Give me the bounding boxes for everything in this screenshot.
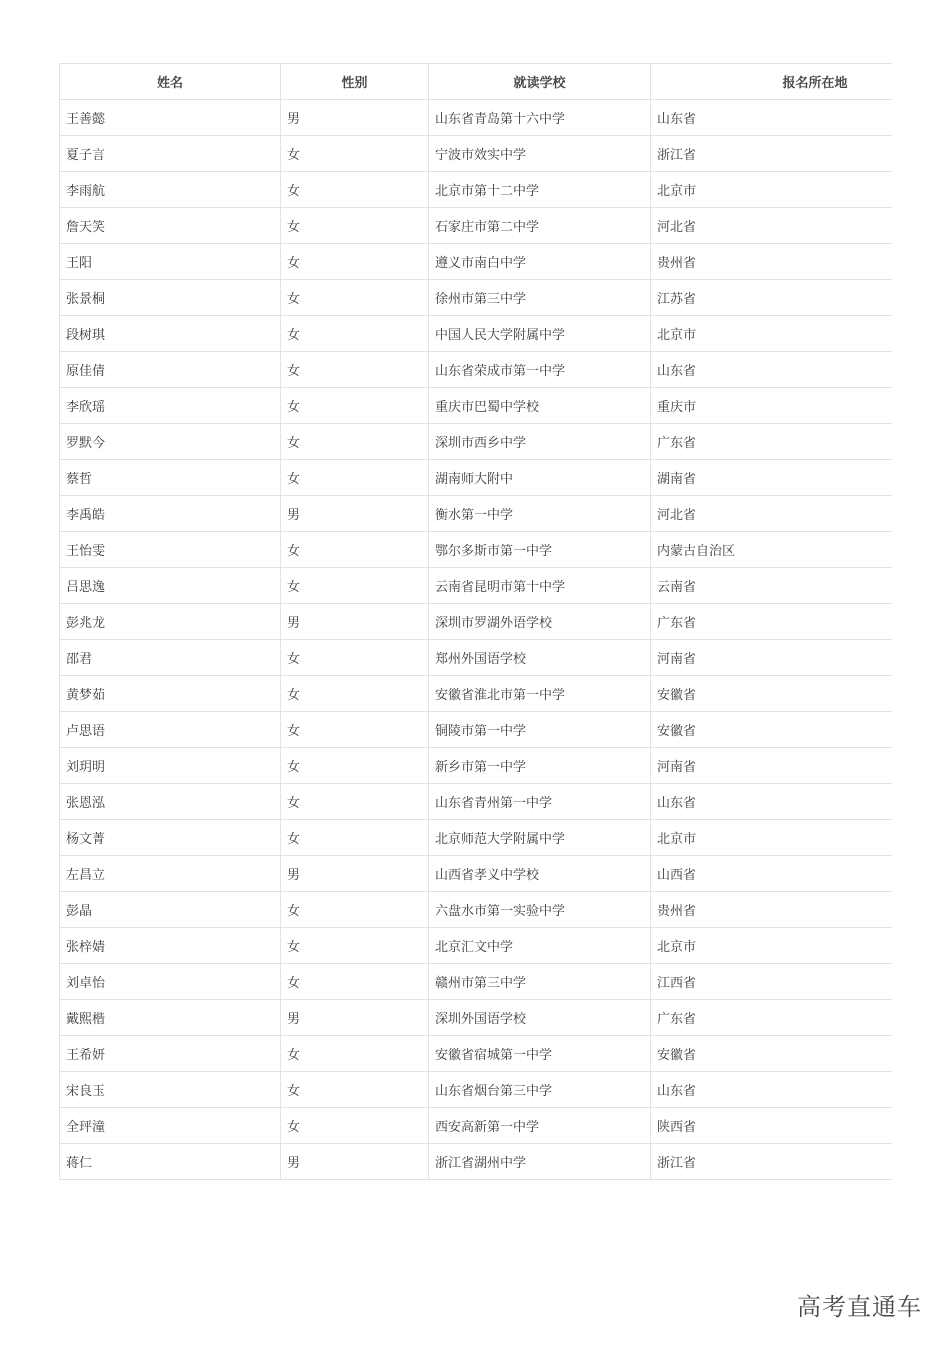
cell-region: 江西省 xyxy=(651,964,893,1000)
cell-name: 吕思逸 xyxy=(60,568,281,604)
cell-region: 贵州省 xyxy=(651,892,893,928)
cell-name: 张恩泓 xyxy=(60,784,281,820)
cell-school: 衡水第一中学 xyxy=(429,496,651,532)
cell-gender: 女 xyxy=(281,208,429,244)
cell-name: 彭兆龙 xyxy=(60,604,281,640)
cell-region: 贵州省 xyxy=(651,244,893,280)
cell-gender: 女 xyxy=(281,928,429,964)
table-row xyxy=(60,352,893,388)
table-row xyxy=(60,1036,893,1072)
table-row xyxy=(60,100,893,136)
cell-region: 内蒙古自治区 xyxy=(651,532,893,568)
table-row xyxy=(60,1000,893,1036)
cell-school: 中国人民大学附属中学 xyxy=(429,316,651,352)
cell-gender: 男 xyxy=(281,100,429,136)
cell-name: 李雨航 xyxy=(60,172,281,208)
cell-gender: 男 xyxy=(281,856,429,892)
cell-school: 深圳市西乡中学 xyxy=(429,424,651,460)
cell-school: 六盘水市第一实验中学 xyxy=(429,892,651,928)
cell-school: 安徽省宿城第一中学 xyxy=(429,1036,651,1072)
cell-gender: 女 xyxy=(281,1072,429,1108)
cell-region: 云南省 xyxy=(651,568,893,604)
cell-region: 广东省 xyxy=(651,424,893,460)
cell-gender: 男 xyxy=(281,1144,429,1180)
cell-region: 陕西省 xyxy=(651,1108,893,1144)
cell-name: 段树琪 xyxy=(60,316,281,352)
cell-gender: 女 xyxy=(281,712,429,748)
cell-gender: 女 xyxy=(281,748,429,784)
cell-school: 山西省孝义中学校 xyxy=(429,856,651,892)
cell-region: 江苏省 xyxy=(651,280,893,316)
student-table-container xyxy=(59,63,892,1180)
header-name: 姓名 xyxy=(60,64,281,100)
cell-gender: 女 xyxy=(281,172,429,208)
cell-region: 河北省 xyxy=(651,496,893,532)
table-row xyxy=(60,604,893,640)
cell-region: 河南省 xyxy=(651,640,893,676)
cell-region: 广东省 xyxy=(651,604,893,640)
cell-school: 郑州外国语学校 xyxy=(429,640,651,676)
cell-name: 张景桐 xyxy=(60,280,281,316)
table-row xyxy=(60,820,893,856)
table-row xyxy=(60,1072,893,1108)
cell-gender: 女 xyxy=(281,388,429,424)
table-row xyxy=(60,748,893,784)
cell-school: 石家庄市第二中学 xyxy=(429,208,651,244)
cell-gender: 男 xyxy=(281,496,429,532)
cell-name: 杨文菁 xyxy=(60,820,281,856)
cell-gender: 女 xyxy=(281,676,429,712)
table-row xyxy=(60,856,893,892)
cell-school: 西安高新第一中学 xyxy=(429,1108,651,1144)
cell-name: 王怡雯 xyxy=(60,532,281,568)
cell-school: 鄂尔多斯市第一中学 xyxy=(429,532,651,568)
cell-school: 宁波市效实中学 xyxy=(429,136,651,172)
table-row xyxy=(60,568,893,604)
cell-school: 徐州市第三中学 xyxy=(429,280,651,316)
cell-region: 山东省 xyxy=(651,352,893,388)
table-body xyxy=(60,100,893,1180)
cell-gender: 女 xyxy=(281,460,429,496)
table-row xyxy=(60,712,893,748)
cell-gender: 女 xyxy=(281,1036,429,1072)
cell-school: 山东省荣成市第一中学 xyxy=(429,352,651,388)
table-row xyxy=(60,892,893,928)
table-row xyxy=(60,172,893,208)
cell-gender: 女 xyxy=(281,640,429,676)
cell-gender: 女 xyxy=(281,820,429,856)
cell-school: 深圳市罗湖外语学校 xyxy=(429,604,651,640)
table-header-row xyxy=(60,64,893,100)
cell-gender: 女 xyxy=(281,424,429,460)
table-row xyxy=(60,460,893,496)
cell-school: 遵义市南白中学 xyxy=(429,244,651,280)
cell-name: 王希妍 xyxy=(60,1036,281,1072)
table-row xyxy=(60,136,893,172)
cell-name: 罗默今 xyxy=(60,424,281,460)
cell-name: 黄梦茹 xyxy=(60,676,281,712)
header-gender: 性别 xyxy=(281,64,429,100)
cell-school: 重庆市巴蜀中学校 xyxy=(429,388,651,424)
table-row xyxy=(60,208,893,244)
cell-region: 重庆市 xyxy=(651,388,893,424)
cell-name: 夏子言 xyxy=(60,136,281,172)
cell-name: 刘玥明 xyxy=(60,748,281,784)
cell-school: 北京师范大学附属中学 xyxy=(429,820,651,856)
cell-name: 彭晶 xyxy=(60,892,281,928)
header-region: 报名所在地 xyxy=(651,64,893,100)
cell-name: 全玶潼 xyxy=(60,1108,281,1144)
cell-region: 山东省 xyxy=(651,100,893,136)
table-row xyxy=(60,1108,893,1144)
cell-region: 广东省 xyxy=(651,1000,893,1036)
cell-gender: 女 xyxy=(281,136,429,172)
table-row xyxy=(60,964,893,1000)
cell-gender: 女 xyxy=(281,892,429,928)
cell-region: 北京市 xyxy=(651,316,893,352)
cell-name: 戴熙楷 xyxy=(60,1000,281,1036)
cell-school: 云南省昆明市第十中学 xyxy=(429,568,651,604)
cell-school: 赣州市第三中学 xyxy=(429,964,651,1000)
cell-region: 山东省 xyxy=(651,784,893,820)
cell-gender: 男 xyxy=(281,604,429,640)
student-table xyxy=(59,63,892,1180)
cell-name: 邵君 xyxy=(60,640,281,676)
cell-school: 深圳外国语学校 xyxy=(429,1000,651,1036)
table-row xyxy=(60,784,893,820)
header-school: 就读学校 xyxy=(429,64,651,100)
cell-gender: 女 xyxy=(281,784,429,820)
cell-school: 新乡市第一中学 xyxy=(429,748,651,784)
cell-name: 刘卓怡 xyxy=(60,964,281,1000)
cell-name: 宋良玉 xyxy=(60,1072,281,1108)
cell-name: 原佳倩 xyxy=(60,352,281,388)
cell-school: 湖南师大附中 xyxy=(429,460,651,496)
cell-gender: 男 xyxy=(281,1000,429,1036)
cell-name: 蒋仁 xyxy=(60,1144,281,1180)
cell-name: 张梓婧 xyxy=(60,928,281,964)
cell-name: 詹天笑 xyxy=(60,208,281,244)
table-row xyxy=(60,280,893,316)
cell-gender: 女 xyxy=(281,1108,429,1144)
cell-region: 河南省 xyxy=(651,748,893,784)
table-row xyxy=(60,928,893,964)
table-row xyxy=(60,244,893,280)
cell-school: 山东省青州第一中学 xyxy=(429,784,651,820)
cell-school: 安徽省淮北市第一中学 xyxy=(429,676,651,712)
watermark-text: 高考直通车 xyxy=(797,1293,922,1321)
table-row xyxy=(60,532,893,568)
cell-school: 山东省青岛第十六中学 xyxy=(429,100,651,136)
cell-region: 浙江省 xyxy=(651,136,893,172)
table-row xyxy=(60,676,893,712)
cell-school: 铜陵市第一中学 xyxy=(429,712,651,748)
cell-region: 北京市 xyxy=(651,928,893,964)
cell-name: 卢思语 xyxy=(60,712,281,748)
table-row xyxy=(60,316,893,352)
cell-region: 北京市 xyxy=(651,820,893,856)
cell-region: 浙江省 xyxy=(651,1144,893,1180)
cell-region: 河北省 xyxy=(651,208,893,244)
cell-gender: 女 xyxy=(281,244,429,280)
cell-region: 湖南省 xyxy=(651,460,893,496)
cell-region: 安徽省 xyxy=(651,1036,893,1072)
cell-region: 山东省 xyxy=(651,1072,893,1108)
table-row xyxy=(60,424,893,460)
table-row xyxy=(60,640,893,676)
cell-name: 王阳 xyxy=(60,244,281,280)
cell-region: 北京市 xyxy=(651,172,893,208)
cell-school: 浙江省湖州中学 xyxy=(429,1144,651,1180)
cell-name: 王善懿 xyxy=(60,100,281,136)
cell-region: 安徽省 xyxy=(651,712,893,748)
cell-school: 山东省烟台第三中学 xyxy=(429,1072,651,1108)
cell-region: 山西省 xyxy=(651,856,893,892)
table-row xyxy=(60,496,893,532)
cell-gender: 女 xyxy=(281,316,429,352)
cell-gender: 女 xyxy=(281,280,429,316)
table-row xyxy=(60,388,893,424)
cell-name: 李欣瑶 xyxy=(60,388,281,424)
cell-gender: 女 xyxy=(281,352,429,388)
cell-school: 北京市第十二中学 xyxy=(429,172,651,208)
cell-name: 李禹皓 xyxy=(60,496,281,532)
table-row xyxy=(60,1144,893,1180)
cell-school: 北京汇文中学 xyxy=(429,928,651,964)
cell-name: 左昌立 xyxy=(60,856,281,892)
cell-gender: 女 xyxy=(281,568,429,604)
cell-region: 安徽省 xyxy=(651,676,893,712)
cell-gender: 女 xyxy=(281,532,429,568)
cell-gender: 女 xyxy=(281,964,429,1000)
cell-name: 蔡哲 xyxy=(60,460,281,496)
